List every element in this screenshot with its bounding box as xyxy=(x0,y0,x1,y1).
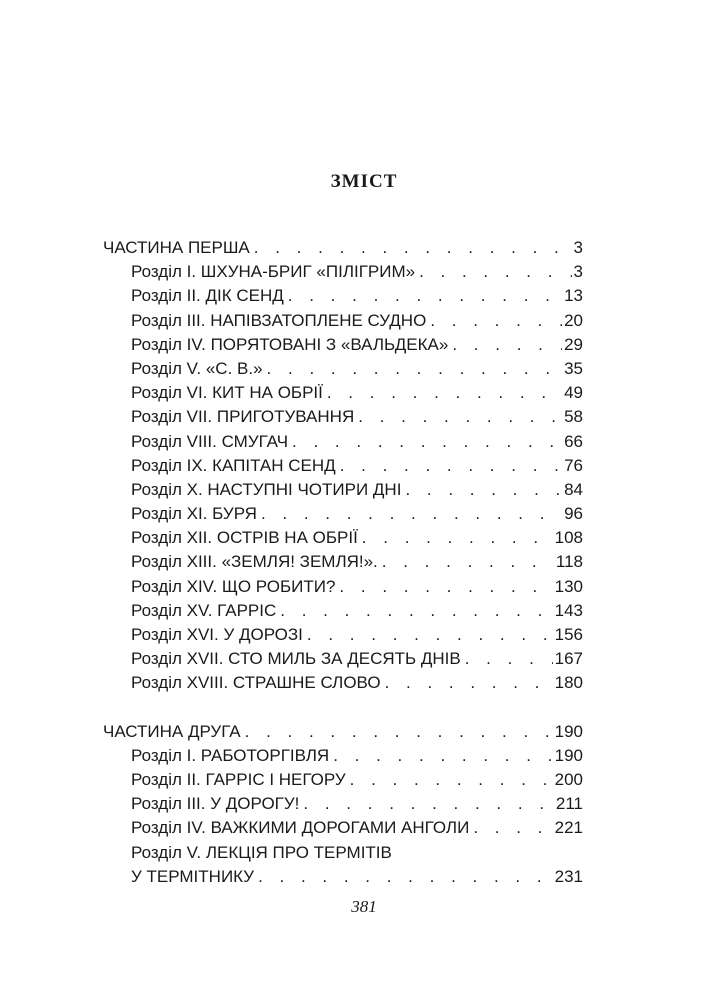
dot-leader xyxy=(276,599,552,623)
toc-chapter[interactable] xyxy=(103,599,583,623)
toc-page-number: 13 xyxy=(564,286,583,306)
toc-chapter[interactable] xyxy=(103,575,583,599)
toc-chapter-label: Розділ ІІ. ДІК СЕНД xyxy=(131,286,284,306)
page-title: ЗМІСТ xyxy=(330,171,398,192)
toc-chapter-label: Розділ ХІ. БУРЯ xyxy=(131,504,257,524)
toc-page-number: 66 xyxy=(564,431,583,451)
toc-chapter-label: Розділ ХІІІ. «ЗЕМЛЯ! ЗЕМЛЯ!». xyxy=(131,552,378,572)
toc-chapter-label: Розділ IV. ПОРЯТОВАНІ З «ВАЛЬДЕКА» xyxy=(131,334,449,354)
toc-page-number: 58 xyxy=(564,407,583,427)
dot-leader xyxy=(329,744,552,768)
toc-chapter-label: Розділ ІІ. ГАРРІС І НЕГОРУ xyxy=(131,769,346,789)
toc-page-number: 143 xyxy=(554,600,583,620)
dot-leader xyxy=(469,816,552,840)
toc-part-label: ЧАСТИНА ДРУГА xyxy=(103,721,241,741)
toc-chapter-label: Розділ XVII. СТО МИЛЬ ЗА ДЕСЯТЬ ДНІВ xyxy=(131,649,461,669)
toc-part-label: ЧАСТИНА ПЕРША xyxy=(103,238,250,257)
toc-page-number: 3 xyxy=(573,262,583,282)
dot-leader xyxy=(354,405,562,429)
dot-leader xyxy=(254,865,553,889)
dot-leader xyxy=(288,430,562,454)
dot-leader xyxy=(303,623,553,647)
toc-chapter[interactable] xyxy=(103,647,583,671)
toc-chapter[interactable] xyxy=(103,841,583,865)
toc-chapter-label: Розділ Х. НАСТУПНІ ЧОТИРИ ДНІ xyxy=(131,479,402,499)
toc-chapter[interactable] xyxy=(103,816,583,840)
dot-leader xyxy=(336,454,562,478)
toc-page-number: 190 xyxy=(554,721,583,741)
toc-chapter-label: Розділ V. «С. В.» xyxy=(131,358,263,378)
toc-page-number: 200 xyxy=(554,769,583,789)
toc-page-number: 49 xyxy=(564,383,583,403)
toc-part-1[interactable] xyxy=(103,236,583,260)
toc-chapter-label: Розділ V. ЛЕКЦІЯ ПРО ТЕРМІТІВ xyxy=(131,842,392,862)
dot-leader xyxy=(461,647,553,671)
toc-page-number: 118 xyxy=(555,552,583,572)
page-number: 381 xyxy=(351,897,377,916)
toc-page-number: 167 xyxy=(554,649,583,669)
toc-chapter[interactable] xyxy=(103,526,583,550)
dot-leader xyxy=(323,381,562,405)
toc-page-number: 156 xyxy=(554,625,583,644)
toc-chapter-label: Розділ XVIII. СТРАШНЕ СЛОВО xyxy=(131,673,381,693)
dot-leader xyxy=(448,333,562,357)
toc-chapter-continuation[interactable] xyxy=(103,865,583,889)
toc-page-number: 76 xyxy=(564,455,583,475)
dot-leader xyxy=(257,502,562,526)
toc-chapter[interactable] xyxy=(103,260,583,284)
toc-part-2[interactable] xyxy=(103,720,583,744)
toc-chapter-label: Розділ XVI. У ДОРОЗІ xyxy=(131,625,303,644)
toc-chapter-label: Розділ VI. КИТ НА ОБРІЇ xyxy=(131,383,323,403)
toc-chapter[interactable] xyxy=(103,671,583,695)
toc-chapter-label: Розділ VIII. СМУГАЧ xyxy=(131,431,289,451)
toc-chapter-label: Розділ ІІІ. НАПІВЗАТОПЛЕНЕ СУДНО xyxy=(131,310,427,330)
toc-chapter[interactable] xyxy=(103,309,583,333)
dot-leader xyxy=(241,720,553,744)
toc-page-number: 231 xyxy=(554,866,583,886)
dot-leader xyxy=(335,575,552,599)
toc-chapter-label: Розділ XV. ГАРРІС xyxy=(131,600,277,620)
dot-leader xyxy=(415,260,571,284)
toc-chapter[interactable] xyxy=(103,792,583,816)
toc-page-number: 35 xyxy=(564,358,583,378)
toc-chapter[interactable] xyxy=(103,430,583,454)
dot-leader xyxy=(299,792,553,816)
toc-page-number: 130 xyxy=(554,576,583,596)
toc-chapter-label: Розділ IV. ВАЖКИМИ ДОРОГАМИ АНГОЛИ xyxy=(131,818,470,838)
toc-chapter[interactable] xyxy=(103,744,583,768)
dot-leader xyxy=(401,478,562,502)
toc-chapter[interactable] xyxy=(103,768,583,792)
toc-chapter[interactable] xyxy=(103,502,583,526)
dot-leader xyxy=(250,236,572,260)
section-spacer xyxy=(103,696,583,720)
toc-chapter[interactable] xyxy=(103,454,583,478)
toc-page-number: 190 xyxy=(554,745,583,765)
toc-chapter-label: Розділ ІХ. КАПІТАН СЕНД xyxy=(131,455,336,475)
toc-page-number: 29 xyxy=(564,334,583,354)
toc-chapter[interactable] xyxy=(103,405,583,429)
toc-page-number: 84 xyxy=(564,479,583,499)
dot-leader xyxy=(346,768,553,792)
dot-leader xyxy=(263,357,563,381)
toc-chapter-label-continued: У ТЕРМІТНИКУ xyxy=(131,866,255,886)
toc-page-number: 180 xyxy=(554,673,583,693)
toc-chapter-label: Розділ І. РАБОТОРГІВЛЯ xyxy=(131,745,330,765)
toc-chapter[interactable] xyxy=(103,550,583,574)
dot-leader xyxy=(378,550,554,574)
toc-chapter[interactable] xyxy=(103,357,583,381)
toc-chapter-label: Розділ І. ШХУНА-БРИГ «ПІЛІГРИМ» xyxy=(131,262,416,282)
dot-leader xyxy=(381,671,553,695)
toc-chapter-label: Розділ XIV. ЩО РОБИТИ? xyxy=(131,576,336,596)
toc-chapter-label: Розділ ХІІ. ОСТРІВ НА ОБРІЇ xyxy=(131,528,358,548)
toc-chapter[interactable] xyxy=(103,623,583,647)
toc-page-number: 96 xyxy=(564,504,583,524)
toc-page-number: 211 xyxy=(555,794,583,814)
toc-chapter-label: Розділ ІІІ. У ДОРОГУ! xyxy=(131,794,300,814)
toc-chapter-label: Розділ VII. ПРИГОТУВАННЯ xyxy=(131,407,355,427)
toc-chapter[interactable] xyxy=(103,333,583,357)
toc-page-number: 221 xyxy=(554,818,583,838)
dot-leader xyxy=(284,284,562,308)
toc-page-number: 20 xyxy=(564,310,583,330)
dot-leader xyxy=(358,526,553,550)
dot-leader xyxy=(426,309,562,333)
toc-chapter[interactable] xyxy=(103,478,583,502)
toc-chapter[interactable] xyxy=(103,381,583,405)
toc-chapter[interactable] xyxy=(103,284,583,308)
toc-page-number: 108 xyxy=(554,528,583,548)
toc-page-number: 3 xyxy=(573,238,583,257)
table-of-contents xyxy=(103,236,583,889)
